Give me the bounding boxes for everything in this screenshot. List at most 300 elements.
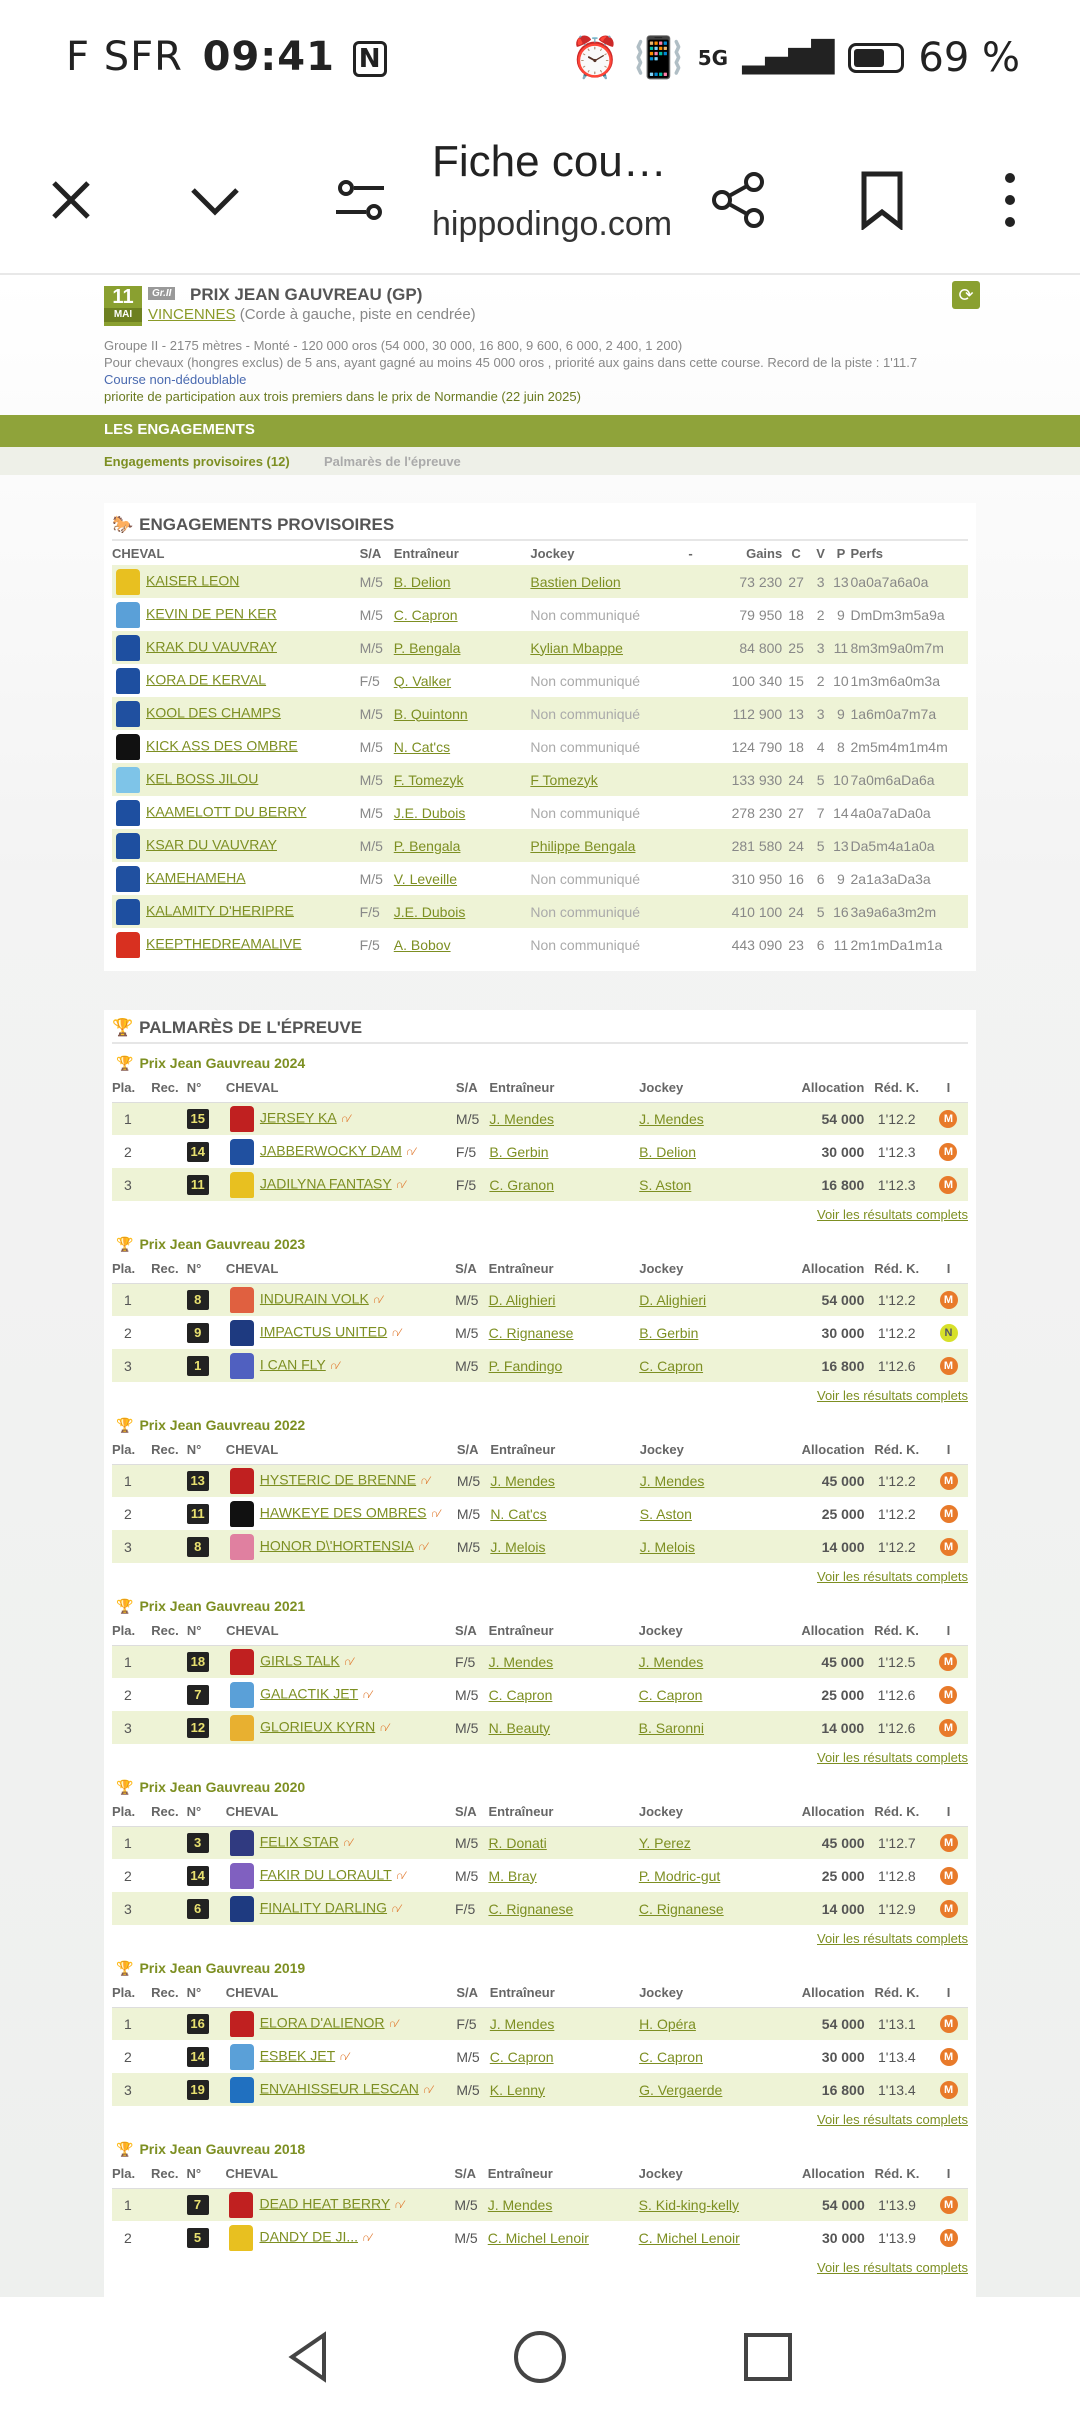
sa-cell: M/5 — [360, 763, 394, 796]
horse-cell — [226, 2040, 457, 2073]
rec-cell — [151, 2040, 187, 2073]
courses-cell: 27 — [782, 565, 810, 598]
place-cell: 1 — [112, 1826, 151, 1859]
jockey-link[interactable]: D. Alighieri — [639, 1291, 707, 1308]
jockey-link[interactable]: S. Aston — [639, 1176, 692, 1193]
jockey-cell — [530, 565, 688, 598]
silk-icon — [230, 1863, 254, 1889]
palmares-row — [112, 1102, 968, 1135]
jockey-link[interactable]: C. Michel Lenoir — [638, 2229, 740, 2246]
place-cell: 2 — [124, 2048, 132, 2065]
trainer-link[interactable]: N. Cat'cs — [490, 1505, 547, 1522]
column-header: Jockey — [640, 1436, 789, 1464]
trainer-link[interactable]: D. Alighieri — [488, 1291, 556, 1308]
silk-icon — [116, 668, 140, 694]
jockey-link[interactable]: C. Rignanese — [638, 1900, 724, 1917]
silk-icon — [116, 701, 140, 727]
page-url[interactable]: hippodingo.com — [432, 205, 673, 243]
horse-link[interactable]: KSAR DU VAUVRAY — [146, 836, 277, 853]
horse-link[interactable]: KICK ASS DES OMBRE — [146, 737, 298, 754]
palmares-table — [112, 1798, 968, 1925]
jockey-cell — [639, 1645, 789, 1678]
jockey-link[interactable]: B. Saronni — [638, 1719, 705, 1736]
trainer-link[interactable]: C. Capron — [393, 606, 458, 623]
column-header: Jockey — [639, 1798, 789, 1826]
palmares-year-title — [112, 1414, 968, 1436]
race-desc-conditions: Groupe II - 2175 mètres - Monté - 120 000 oros (54 000, 30 000, 16 800, 9 600, 6 000, 2 400, 1 200) — [104, 338, 683, 353]
reduction-cell: 1'12.6 — [864, 1349, 929, 1382]
column-header: S/A — [359, 545, 382, 561]
allocation-cell: 54 000 — [789, 1283, 864, 1316]
see-full-results-link[interactable]: Voir les résultats complets — [816, 1750, 968, 1765]
column-header: Rec. — [151, 2160, 187, 2188]
places-cell: 14 — [833, 804, 849, 821]
palmares-year-label[interactable]: Prix Jean Gauvreau 2023 — [139, 1236, 306, 1252]
horse-link[interactable]: JADILYNA FANTASY — [259, 1175, 392, 1192]
trainer-cell — [488, 2221, 639, 2254]
shoe-icon: ∩⁄ — [394, 2199, 404, 2212]
column-header: CHEVAL — [225, 2160, 454, 2188]
see-full-results-link[interactable]: Voir les résultats complets — [816, 2112, 968, 2127]
horse-link[interactable]: HAWKEYE DES OMBRES — [259, 1504, 427, 1521]
horse-cell — [226, 1316, 455, 1349]
jockey-link[interactable]: J. Mendes — [638, 1653, 704, 1670]
palmares-year-block — [112, 1414, 968, 1587]
horse-link[interactable]: KEL BOSS JILOU — [146, 770, 259, 787]
horse-cell — [226, 1102, 456, 1135]
horse-cell — [226, 1168, 456, 1201]
sa-cell: M/5 — [455, 1283, 488, 1316]
horse-link[interactable]: KAMEHAMEHA — [146, 869, 246, 886]
race-date-badge: 11 MAI — [104, 286, 142, 326]
palmares-year-label[interactable]: Prix Jean Gauvreau 2018 — [139, 2141, 306, 2157]
reduction-cell: 1'13.9 — [865, 2188, 929, 2221]
horse-link[interactable]: KEEPTHEDREAMALIVE — [146, 935, 302, 952]
table-row — [112, 631, 968, 664]
jockey-link[interactable]: B. Delion — [639, 1143, 696, 1160]
horse-icon: 🐎 — [112, 515, 134, 534]
victoires-cell: 3 — [810, 697, 831, 730]
page-settings-icon[interactable] — [325, 165, 395, 235]
silk-icon — [230, 1896, 254, 1922]
number-cell — [187, 1283, 226, 1316]
trainer-link[interactable]: J. Mendes — [489, 1110, 554, 1127]
horse-link[interactable]: KOOL DES CHAMPS — [146, 704, 281, 721]
trainer-link[interactable]: R. Donati — [488, 1834, 547, 1851]
horse-cell — [226, 1497, 457, 1530]
trainer-link[interactable]: J. Mendes — [487, 2196, 553, 2213]
horse-link[interactable]: KEVIN DE PEN KER — [146, 605, 277, 622]
silk-icon — [230, 1353, 254, 1379]
palmares-row — [112, 1283, 968, 1316]
place-cell: 2 — [124, 2229, 132, 2246]
reduction-cell: 1'12.7 — [865, 1826, 930, 1859]
jockey-link[interactable]: J. Mendes — [639, 1110, 704, 1127]
trainer-link[interactable]: V. Leveille — [393, 870, 458, 887]
info-cell — [929, 1711, 968, 1744]
battery-percent: 69 % — [918, 34, 1020, 81]
silk-icon — [230, 1468, 254, 1494]
horse-link[interactable]: INDURAIN VOLK — [259, 1290, 369, 1307]
column-header: S/A — [457, 1436, 490, 1464]
network-label: 5G — [697, 45, 729, 70]
trainer-cell — [488, 1859, 638, 1892]
trainer-cell — [489, 1316, 640, 1349]
trainer-link[interactable]: J. Mendes — [489, 2015, 555, 2032]
courses-cell: 15 — [788, 672, 804, 689]
horse-link[interactable]: GALACTIK JET — [260, 1685, 359, 1702]
trainer-link[interactable]: A. Bobov — [393, 936, 451, 953]
sa-cell: M/5 — [360, 829, 394, 862]
back-icon[interactable] — [280, 2327, 340, 2387]
horse-link[interactable]: HONOR D\'HORTENSIA — [259, 1537, 414, 1554]
race-title: PRIX JEAN GAUVREAU (GP) — [190, 285, 423, 304]
courses-cell: 25 — [782, 631, 810, 664]
victoires-cell: 6 — [816, 936, 825, 953]
jockey-cell — [639, 1102, 789, 1135]
number-badge: 14 — [187, 1142, 209, 1162]
race-category-tag: Gr.II — [148, 287, 175, 300]
shoe-icon: ∩⁄ — [362, 1689, 372, 1702]
trainer-link[interactable]: Q. Valker — [393, 672, 452, 689]
place-cell: 2 — [124, 1867, 132, 1884]
status-bar — [0, 0, 1080, 125]
see-full-results-link[interactable]: Voir les résultats complets — [816, 1207, 968, 1222]
trainer-link[interactable]: B. Delion — [393, 573, 451, 590]
reduction-cell: 1'12.6 — [877, 1686, 916, 1703]
see-full-results-link[interactable]: Voir les résultats complets — [816, 1931, 968, 1946]
jockey-link[interactable]: S. Kid-king-kelly — [638, 2196, 740, 2213]
dash-cell — [688, 862, 720, 895]
column-header: Réd. K. — [864, 1255, 929, 1283]
trainer-link[interactable]: C. Granon — [489, 1176, 554, 1193]
jockey-cell — [530, 598, 688, 631]
status-badge: M — [940, 2196, 958, 2214]
sa-cell: M/5 — [457, 1530, 490, 1563]
trainer-link[interactable]: B. Gerbin — [489, 1143, 549, 1160]
horse-cell — [226, 2007, 457, 2040]
palmares-row — [112, 1316, 968, 1349]
jockey-link[interactable]: Y. Perez — [638, 1834, 691, 1851]
number-cell — [187, 1678, 226, 1711]
jockey-link[interactable]: Kylian Mbappe — [530, 639, 623, 656]
allocation-cell: 54 000 — [789, 1102, 864, 1135]
places-cell: 11 — [833, 936, 849, 953]
silk-icon — [230, 2044, 254, 2070]
victoires-cell: 2 — [816, 606, 825, 623]
horse-link[interactable]: FELIX STAR — [259, 1833, 339, 1850]
race-desc-note: Course non-dédoublable — [104, 372, 247, 387]
number-cell — [187, 1497, 226, 1530]
trainer-link[interactable]: C. Rignanese — [488, 1324, 574, 1341]
rec-cell — [151, 2073, 187, 2106]
dash-cell — [688, 565, 720, 598]
trainer-link[interactable]: M. Bray — [488, 1867, 537, 1884]
trainer-link[interactable]: P. Bengala — [393, 639, 461, 656]
info-cell — [929, 1349, 968, 1382]
jockey-cell — [530, 631, 688, 664]
column-header: I — [929, 1436, 968, 1464]
jockey-link[interactable]: P. Modric-gut — [638, 1867, 721, 1884]
trophy-icon: 🏆 — [116, 1235, 134, 1252]
horse-cell — [112, 895, 360, 928]
trainer-link[interactable]: J. Melois — [490, 1538, 546, 1555]
horse-link[interactable]: KRAK DU VAUVRAY — [146, 638, 277, 655]
trainer-link[interactable]: N. Cat'cs — [393, 738, 451, 755]
horse-link[interactable]: KAISER LEON — [146, 572, 240, 589]
horse-link[interactable]: KALAMITY D'HERIPRE — [146, 902, 294, 919]
reduction-cell: 1'12.8 — [877, 1867, 916, 1884]
column-header: Entraîneur — [393, 545, 459, 561]
palmares-year-label[interactable]: Prix Jean Gauvreau 2022 — [139, 1417, 306, 1433]
table-row — [112, 697, 968, 730]
victoires-cell: 6 — [816, 870, 825, 887]
allocation-cell: 14 000 — [789, 1711, 864, 1744]
dash-cell — [688, 895, 720, 928]
reduction-cell: 1'13.9 — [878, 2229, 916, 2246]
refresh-icon[interactable]: ⟳ — [952, 281, 980, 309]
jockey-link[interactable]: C. Capron — [638, 1686, 703, 1703]
trainer-link[interactable]: K. Lenny — [489, 2081, 546, 2098]
gains-cell: 281 580 — [720, 829, 782, 862]
more-menu-icon[interactable] — [975, 165, 1045, 235]
column-header: Pla. — [112, 2160, 151, 2188]
palmares-year-block — [112, 1595, 968, 1768]
race-description — [104, 337, 984, 405]
jockey-cell — [639, 2221, 790, 2254]
number-cell — [187, 1645, 226, 1678]
column-header: Entraîneur — [490, 1436, 639, 1464]
trainer-link[interactable]: J. Mendes — [488, 1653, 554, 1670]
jockey-cell — [639, 1168, 789, 1201]
share-icon[interactable] — [703, 165, 773, 235]
palmares-row — [112, 1464, 968, 1497]
rec-cell — [151, 1645, 187, 1678]
info-cell — [929, 1102, 968, 1135]
palmares-year-label[interactable]: Prix Jean Gauvreau 2021 — [139, 1598, 306, 1614]
home-icon[interactable] — [510, 2327, 570, 2387]
trainer-link[interactable]: N. Beauty — [488, 1719, 551, 1736]
status-badge: M — [939, 1110, 957, 1128]
table-row — [112, 730, 968, 763]
jockey-link[interactable]: G. Vergaerde — [639, 2081, 723, 2098]
palmares-row — [112, 1826, 968, 1859]
jockey-name: Non communiqué — [530, 903, 641, 920]
horse-link[interactable]: ELORA D'ALIENOR — [259, 2014, 385, 2031]
sa-cell: M/5 — [457, 1464, 490, 1497]
allocation-cell: 25 000 — [821, 1686, 865, 1703]
see-full-results-link[interactable]: Voir les résultats complets — [816, 2260, 968, 2275]
table-row — [112, 565, 968, 598]
horse-link[interactable]: IMPACTUS UNITED — [259, 1323, 388, 1340]
number-badge: 11 — [187, 1175, 209, 1195]
allocation-cell: 30 000 — [822, 2229, 865, 2246]
trainer-link[interactable]: P. Fandingo — [488, 1357, 563, 1374]
trainer-link[interactable]: C. Capron — [489, 2048, 554, 2065]
gains-cell: 443 090 — [731, 936, 783, 953]
rec-cell — [151, 2007, 187, 2040]
jockey-link[interactable]: J. Mendes — [639, 1472, 705, 1489]
horse-link[interactable]: JABBERWOCKY DAM — [259, 1142, 402, 1159]
info-cell — [929, 1135, 968, 1168]
palmares-year-label[interactable]: Prix Jean Gauvreau 2020 — [139, 1779, 306, 1795]
status-badge: N — [940, 1324, 958, 1342]
place-cell: 1 — [112, 1283, 151, 1316]
see-full-results-link[interactable]: Voir les résultats complets — [816, 1388, 968, 1403]
column-header: Pla. — [112, 1074, 151, 1102]
trainer-cell — [394, 565, 531, 598]
number-badge: 6 — [187, 1899, 209, 1919]
place-cell: 3 — [112, 1530, 151, 1563]
table-row — [112, 862, 968, 895]
palmares-year-title — [112, 1052, 968, 1074]
shoe-icon: ∩⁄ — [339, 2051, 349, 2064]
android-nav-bar — [0, 2297, 1080, 2412]
palmares-table — [112, 1074, 968, 1201]
allocation-cell: 16 800 — [789, 1168, 864, 1201]
tab-engagements[interactable]: LES ENGAGEMENTS — [0, 415, 1080, 447]
column-header: Allocation — [789, 1979, 864, 2007]
horse-link[interactable]: KORA DE KERVAL — [146, 671, 267, 688]
tab-engagements-provisoires[interactable]: Engagements provisoires (12) — [104, 454, 290, 469]
trainer-link[interactable]: B. Quintonn — [393, 705, 468, 722]
jockey-cell — [639, 1349, 789, 1382]
silk-icon — [230, 1715, 254, 1741]
tab-palmares[interactable]: Palmarès de l'épreuve — [324, 454, 461, 469]
horse-link[interactable]: FAKIR DU LORAULT — [259, 1866, 392, 1883]
palmares-row — [112, 1497, 968, 1530]
horse-link[interactable]: JERSEY KA — [259, 1109, 337, 1126]
trainer-link[interactable]: C. Michel Lenoir — [487, 2229, 589, 2246]
silk-icon — [230, 1287, 254, 1313]
horse-link[interactable]: KAAMELOTT DU BERRY — [146, 803, 307, 820]
palmares-row — [112, 1711, 968, 1744]
sa-cell: M/5 — [455, 1826, 488, 1859]
jockey-link[interactable]: H. Opéra — [639, 2015, 696, 2032]
see-full-results-link[interactable]: Voir les résultats complets — [816, 1569, 968, 1584]
jockey-link[interactable]: S. Aston — [639, 1505, 692, 1522]
horse-cell — [112, 928, 360, 961]
trainer-link[interactable]: J.E. Dubois — [393, 903, 466, 920]
perfs-cell: 0a0a7a6a0a — [851, 565, 968, 598]
bookmark-icon[interactable] — [847, 165, 917, 235]
engagements-panel — [104, 503, 976, 971]
horse-link[interactable]: HYSTERIC DE BRENNE — [259, 1471, 417, 1488]
shoe-icon: ∩⁄ — [430, 1508, 441, 1521]
horse-link[interactable]: GLORIEUX KYRN — [260, 1718, 376, 1735]
column-header: Pla. — [112, 1436, 151, 1464]
palmares-row — [112, 2188, 968, 2221]
allocation-cell: 54 000 — [790, 2188, 865, 2221]
column-header: Entraîneur — [489, 1617, 639, 1645]
silk-icon — [116, 734, 140, 760]
trainer-link[interactable]: C. Rignanese — [488, 1900, 574, 1917]
column-header: Pla. — [112, 1798, 151, 1826]
horse-link[interactable]: GIRLS TALK — [260, 1652, 340, 1669]
venue-note: (Corde à gauche, piste en cendrée) — [239, 306, 476, 323]
jockey-cell — [530, 862, 688, 895]
reduction-cell: 1'12.3 — [864, 1168, 929, 1201]
close-icon[interactable] — [36, 165, 106, 235]
jockey-cell — [530, 763, 688, 796]
column-header: CHEVAL — [226, 1979, 457, 2007]
courses-cell: 18 — [788, 738, 804, 755]
horse-cell — [112, 664, 360, 697]
palmares-table — [112, 1255, 968, 1382]
column-header: Rec. — [151, 1255, 187, 1283]
jockey-link[interactable]: Philippe Bengala — [530, 837, 636, 854]
info-cell — [929, 1859, 968, 1892]
horse-link[interactable]: ENVAHISSEUR LESCAN — [259, 2080, 419, 2097]
gains-cell: 79 950 — [739, 606, 783, 623]
trainer-link[interactable]: F. Tomezyk — [393, 771, 464, 788]
dash-cell — [688, 598, 720, 631]
horse-link[interactable]: I CAN FLY — [259, 1356, 326, 1373]
jockey-link[interactable]: F Tomezyk — [530, 771, 598, 788]
courses-cell: 24 — [782, 895, 810, 928]
allocation-cell: 45 000 — [789, 1826, 864, 1859]
allocation-cell: 16 800 — [789, 2073, 864, 2106]
sa-cell: F/5 — [456, 2007, 489, 2040]
status-right — [570, 34, 1020, 81]
reduction-cell: 1'12.6 — [864, 1711, 929, 1744]
courses-cell: 23 — [788, 936, 804, 953]
trainer-link[interactable]: P. Bengala — [393, 837, 461, 854]
recents-icon[interactable] — [738, 2327, 798, 2387]
dash-cell — [688, 763, 720, 796]
places-cell: 9 — [837, 870, 845, 887]
palmares-year-label[interactable]: Prix Jean Gauvreau 2019 — [139, 1960, 306, 1976]
number-cell — [187, 2040, 226, 2073]
sa-cell: M/5 — [456, 2073, 489, 2106]
place-cell: 3 — [112, 2073, 151, 2106]
places-cell: 9 — [831, 697, 850, 730]
venue-link[interactable]: VINCENNES — [148, 306, 236, 323]
silk-icon — [230, 1649, 254, 1675]
horse-link[interactable]: DEAD HEAT BERRY — [259, 2195, 391, 2212]
jockey-link[interactable]: B. Gerbin — [639, 1324, 699, 1341]
perfs-cell: 1a6m0a7m7a — [851, 697, 968, 730]
trainer-link[interactable]: J. Mendes — [490, 1472, 555, 1489]
sa-cell: M/5 — [456, 1102, 489, 1135]
horse-link[interactable]: DANDY DE JI... — [259, 2228, 359, 2245]
jockey-link[interactable]: C. Capron — [639, 2048, 703, 2065]
shoe-icon: ∩⁄ — [372, 1294, 383, 1307]
chevron-down-icon[interactable] — [180, 165, 250, 235]
trainer-link[interactable]: C. Capron — [488, 1686, 553, 1703]
rec-cell — [151, 1464, 187, 1497]
rec-cell — [151, 1497, 187, 1530]
reduction-cell: 1'12.2 — [864, 1283, 929, 1316]
perfs-cell: 2m1mDa1m1a — [850, 936, 943, 953]
info-cell — [929, 1497, 968, 1530]
shoe-icon: ∩⁄ — [340, 1113, 351, 1126]
jockey-link[interactable]: C. Capron — [639, 1357, 704, 1374]
jockey-link[interactable]: J. Melois — [639, 1538, 695, 1555]
horse-link[interactable]: FINALITY DARLING — [259, 1899, 388, 1916]
trainer-link[interactable]: J.E. Dubois — [393, 804, 466, 821]
jockey-link[interactable]: Bastien Delion — [530, 573, 621, 590]
column-header: N° — [187, 2160, 226, 2188]
trainer-cell — [394, 928, 531, 961]
column-header: Allocation — [789, 1617, 864, 1645]
trainer-cell — [488, 1826, 638, 1859]
palmares-year-label[interactable]: Prix Jean Gauvreau 2024 — [139, 1055, 306, 1071]
table-row — [112, 928, 968, 961]
horse-link[interactable]: ESBEK JET — [259, 2047, 336, 2064]
status-badge: M — [940, 1834, 958, 1852]
column-header: CHEVAL — [226, 1255, 455, 1283]
